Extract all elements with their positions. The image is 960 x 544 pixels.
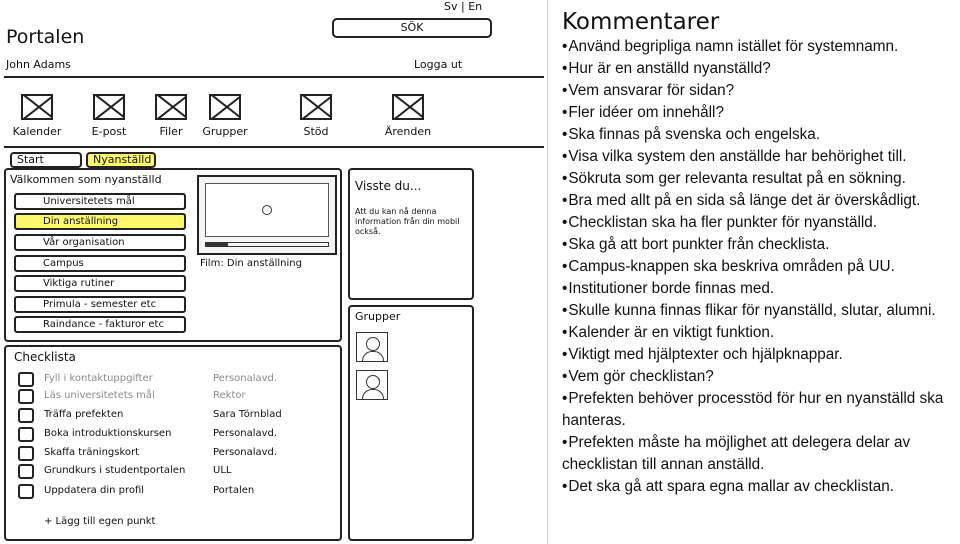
did-you-know-text: Att du kan nå denna information från din mobil också. — [355, 207, 460, 236]
checklist-owner: Personalavd. — [213, 373, 278, 384]
video-frame — [205, 183, 329, 237]
broken-image-icon — [21, 94, 53, 120]
checklist-checkbox[interactable] — [18, 427, 34, 442]
search-button[interactable]: SÖK — [332, 18, 492, 38]
nav-item-stod[interactable] — [281, 94, 351, 138]
checklist-task: Uppdatera din profil — [44, 485, 145, 496]
tab-start[interactable]: Start — [10, 152, 82, 168]
group-avatar-icon[interactable] — [356, 370, 388, 400]
link-campus[interactable]: Campus — [14, 255, 186, 272]
broken-image-icon — [93, 94, 125, 120]
nav-item-grupper[interactable] — [190, 94, 260, 138]
checklist-checkbox[interactable] — [18, 464, 34, 479]
film-label: Film: Din anställning — [200, 258, 302, 269]
link-din-anstallning[interactable]: Din anställning — [14, 213, 186, 230]
comment-item: • Viktigt med hjälptexter och hjälpknappar. — [562, 344, 958, 366]
comment-item: • Ska finnas på svenska och engelska. — [562, 124, 958, 146]
checklist-task: Grundkurs i studentportalen — [44, 465, 186, 476]
checklist-task: Boka introduktionskursen — [44, 428, 172, 439]
broken-image-icon — [155, 94, 187, 120]
add-checklist-item-link[interactable]: + Lägg till egen punkt — [44, 516, 156, 527]
nav-item-label: Kalender — [12, 125, 62, 138]
nav-item-label: Grupper — [202, 125, 248, 138]
comment-item: • Institutioner borde finnas med. — [562, 278, 958, 300]
broken-image-icon — [209, 94, 241, 120]
comment-item: • Visa vilka system den anställde har behörighet till. — [562, 146, 958, 168]
checklist-title: Checklista — [14, 350, 76, 364]
nav-item-label: Ärenden — [384, 125, 432, 138]
checklist-checkbox[interactable] — [18, 372, 34, 387]
logout-link[interactable]: Logga ut — [414, 58, 463, 71]
comment-item: • Vem gör checklistan? — [562, 366, 958, 388]
nav-item-arenden[interactable] — [373, 94, 443, 138]
comment-item: • Vem ansvarar för sidan? — [562, 80, 958, 102]
checklist-owner: Personalavd. — [213, 428, 278, 439]
user-name: John Adams — [6, 58, 71, 71]
video-player[interactable] — [197, 175, 337, 255]
comment-item: • Fler idéer om innehåll? — [562, 102, 958, 124]
groups-title: Grupper — [355, 310, 401, 323]
comments-section — [562, 8, 958, 498]
play-icon[interactable] — [262, 205, 272, 215]
broken-image-icon — [300, 94, 332, 120]
comment-item: • Ska gå att bort punkter från checklista. — [562, 234, 958, 256]
checklist-owner: Sara Törnblad — [213, 409, 282, 420]
header-divider — [4, 76, 544, 78]
nav-item-e-post[interactable] — [74, 94, 144, 138]
comments-list — [562, 36, 958, 498]
checklist-checkbox[interactable] — [18, 446, 34, 461]
checklist-owner: ULL — [213, 465, 232, 476]
comment-item: • Använd begripliga namn istället för systemnamn. — [562, 36, 958, 58]
checklist-task: Träffa prefekten — [44, 409, 124, 420]
checklist-checkbox[interactable] — [18, 389, 34, 404]
comment-item: • Hur är en anställd nyanställd? — [562, 58, 958, 80]
comment-item: • Kalender är en viktigt funktion. — [562, 322, 958, 344]
tab-nyanstalld[interactable]: Nyanställd — [86, 152, 156, 168]
comment-item: • Skulle kunna finnas flikar för nyanställd, slutar, alumni. — [562, 300, 958, 322]
link-universitetets-mal[interactable]: Universitetets mål — [14, 193, 186, 210]
link-raindance[interactable]: Raindance - fakturor etc — [14, 316, 186, 333]
video-progress-bar[interactable] — [205, 242, 329, 247]
nav-item-label: E-post — [91, 125, 127, 138]
link-primula[interactable]: Primula - semester etc — [14, 296, 186, 313]
comment-item: • Prefekten måste ha möjlighet att delegera delar av checklistan till annan anställd. — [562, 432, 958, 476]
comment-item: • Checklistan ska ha fler punkter för nyanställd. — [562, 212, 958, 234]
checklist-task: Skaffa träningskort — [44, 447, 140, 458]
group-avatar-icon[interactable] — [356, 332, 388, 362]
language-switch[interactable]: Sv | En — [444, 0, 483, 13]
comment-item: • Prefekten behöver processtöd för hur en nyanställd ska hanteras. — [562, 388, 958, 432]
checklist-task: Läs universitetets mål — [44, 390, 155, 401]
comment-item: • Det ska gå att spara egna mallar av checklistan. — [562, 476, 958, 498]
checklist-checkbox[interactable] — [18, 484, 34, 499]
nav-item-label: Stöd — [303, 125, 329, 138]
welcome-heading: Välkommen som nyanställd — [10, 173, 162, 186]
checklist-owner: Personalavd. — [213, 447, 278, 458]
checklist-checkbox[interactable] — [18, 408, 34, 423]
broken-image-icon — [392, 94, 424, 120]
portal-title: Portalen — [6, 26, 85, 48]
nav-item-label: Filer — [159, 125, 183, 138]
nav-divider — [4, 146, 544, 148]
checklist-owner: Portalen — [213, 485, 255, 496]
comments-title: Kommentarer — [562, 9, 720, 35]
did-you-know-title: Visste du... — [355, 179, 422, 193]
comment-item: • Campus-knappen ska beskriva områden på UU. — [562, 256, 958, 278]
nav-item-kalender[interactable] — [2, 94, 72, 138]
comment-item: • Sökruta som ger relevanta resultat på en sökning. — [562, 168, 958, 190]
checklist-owner: Rektor — [213, 390, 246, 401]
link-viktiga-rutiner[interactable]: Viktiga rutiner — [14, 275, 186, 292]
checklist-task: Fyll i kontaktuppgifter — [44, 373, 153, 384]
comment-item: • Bra med allt på en sida så länge det är överskådligt. — [562, 190, 958, 212]
link-var-organisation[interactable]: Vår organisation — [14, 234, 186, 251]
